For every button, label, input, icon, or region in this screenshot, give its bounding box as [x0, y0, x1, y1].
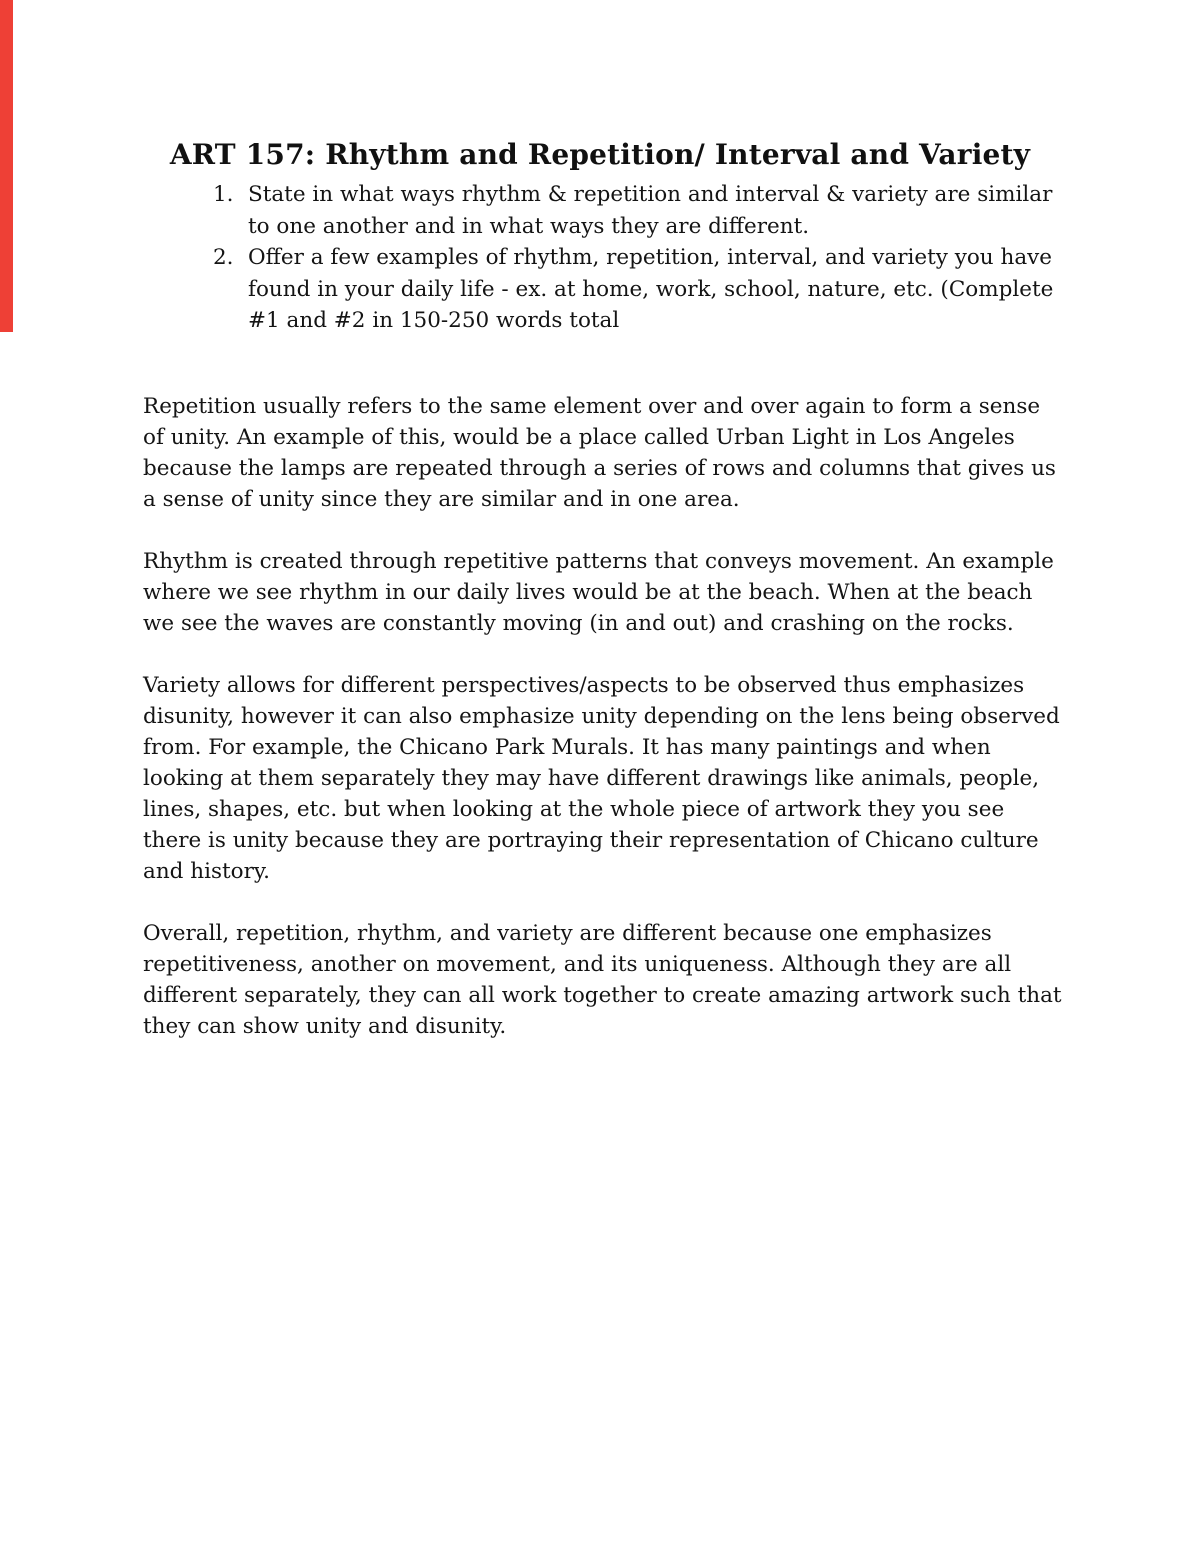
list-item-text: Offer a few examples of rhythm, repetition, interval, and variety you have found in your daily life - ex. at home, work, school, nature, etc. (Complete #1 and #2 in 150-250 words total [248, 245, 1054, 333]
essay-paragraph: Repetition usually refers to the same element over and over again to form a sense of unity. An example of this, would be a place called Urban Light in Los Angeles because the lamps are repeated through a series of rows and columns that gives us a sense of unity since they are similar and in one area. [143, 393, 1056, 512]
assignment-instructions-list [143, 179, 1063, 337]
document-content [143, 179, 1063, 1042]
list-item-text: State in what ways rhythm & repetition and interval & variety are similar to one another and in what ways they are different. [248, 182, 1053, 239]
document-title: ART 157: Rhythm and Repetition/ Interval and Variety [169, 138, 1031, 171]
essay-paragraph: Variety allows for different perspectives/aspects to be observed thus emphasizes disunity, however it can also emphasize unity depending on the lens being observed from. For example, the Chicano Park Murals. It has many paintings and when looking at them separately they may have different drawings like animals, people, lines, shapes, etc. but when looking at the whole piece of artwork they you see there is unity because they are portraying their representation of Chicano culture and history. [143, 672, 1060, 884]
list-item-number: 1. [213, 182, 234, 207]
essay-paragraph: Overall, repetition, rhythm, and variety are different because one emphasizes repetitiveness, another on movement, and its uniqueness. Although they are all different separately, they can all work together to create amazing artwork such that they can show unity and disunity. [143, 920, 1062, 1039]
list-item-number: 2. [213, 245, 234, 270]
list-item [143, 242, 1063, 337]
left-edge-ribbon [0, 0, 13, 332]
essay-body [143, 391, 1063, 1042]
essay-paragraph: Rhythm is created through repetitive patterns that conveys movement. An example where we see rhythm in our daily lives would be at the beach. When at the beach we see the waves are constantly moving (in and out) and crashing on the rocks. [143, 548, 1054, 636]
list-item [143, 179, 1063, 242]
